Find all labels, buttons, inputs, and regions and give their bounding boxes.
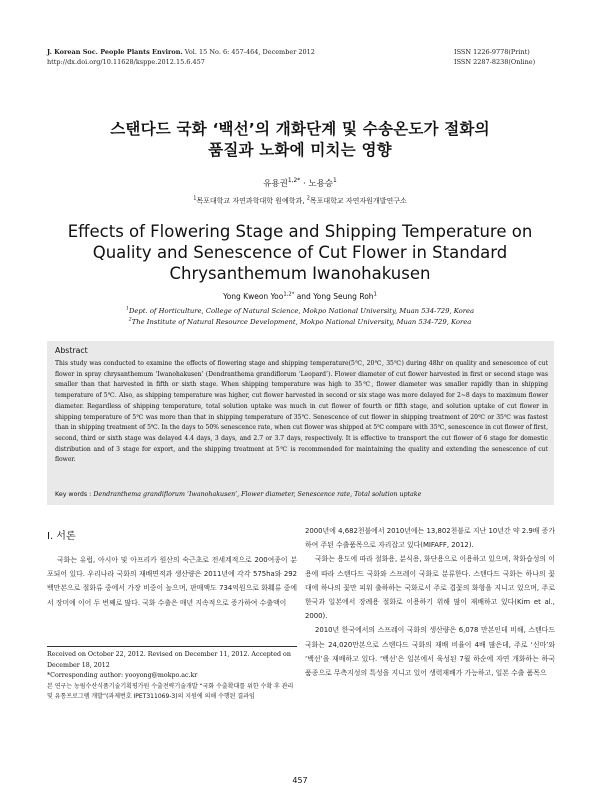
- affil-2-en-sup: 2: [128, 317, 132, 323]
- keywords: [55, 491, 548, 498]
- footnote-corresponding: *Corresponding author: yooyong@mokpo.ac.kr: [47, 672, 198, 679]
- intro-paragraph-2: 국화는 용도에 따라 절화용, 분식용, 화단용으로 이용하고 있으며, 착화습성의 이용에 따라 스탠다드 국화와 스프레이 국화로 분류한다. 스탠다드 국화는 하나의 꽃대에 하나의 꽃만 피워 출하하는 국화로서 주로 겹꽃의 화형을 지니고 있으며, 주로 한국과 일본에서 장례용 절화로 이용하기 위해 많이 재배하고 있다(Kim et al., 2000).: [305, 555, 555, 621]
- issn-online: ISSN 2287-8238(Online): [454, 58, 536, 66]
- intro-paragraph-1: 국화는 유럽, 아시아 및 아프리카 원산의 숙근초로 전세계적으로 200여종이 분포되어 있다. 우리나라 국화의 재배면적과 생산량은 2011년에 각각 575ha와 292백만본으로 절화류 중에서 가장 비중이 높으며, 판매액도 734억원으로 화훼류 중에서 장미에 이어 두 번째로 많다. 국화 수출은 매년 지속적으로 증가하여 수출액이: [47, 556, 297, 607]
- keywords-value: Dendranthema grandiflorum ‘Iwanohakusen’, Flower diameter, Senescence rate, Total solution uptake: [93, 491, 422, 498]
- author-1-en: Yong Kweon Yoo: [223, 292, 284, 301]
- english-title-line-3: Chrysanthemum Iwanohakusen: [169, 264, 431, 283]
- author-2-kr: 노용승: [308, 179, 334, 189]
- author-separator: ·: [300, 179, 309, 189]
- right-column: [305, 524, 555, 680]
- journal-volume: Vol. 15 No. 6: 457-464, December 2012: [184, 48, 315, 56]
- english-affiliation-1: [0, 306, 600, 317]
- section-heading-introduction: Ⅰ. 서론: [47, 531, 76, 542]
- author-2-en: Yong Seung Roh: [313, 292, 374, 301]
- affil-1-en-sup: 1: [125, 306, 129, 312]
- page-number: 457: [292, 776, 308, 785]
- footnote-received: Received on October 22, 2012. Revised on December 11, 2012. Accepted on December 18, 2012: [47, 651, 291, 669]
- affil-2-kr: 목포대학교 자연자원개발연구소: [309, 197, 407, 205]
- author-1-kr: 유용권: [263, 179, 288, 189]
- english-affiliation-2: [0, 317, 600, 328]
- journal-citation: [47, 48, 315, 57]
- affil-1-kr-sup: 1: [193, 195, 197, 202]
- abstract-heading: Abstract: [55, 346, 88, 355]
- korean-title-line-2: 품질과 노화에 미치는 영향: [208, 141, 392, 159]
- intro-paragraph-3: 2010년 한국에서의 스프레이 국화의 생산량은 6,078 만본인데 비해, 스탠다드 국화는 24,020만본으로 스탠다드 국화의 재배 비율이 4배 많은데, 주로 ‘신마’와 ‘백선’을 재배하고 있다. ‘백선’은 일본에서 육성된 7월 하순에 자연 개화하는 하국 품종으로 무측지성의 특성을 지니고 있어 생력재배가 가능하고, 일본 수출 품목으: [305, 626, 555, 678]
- korean-authors: [0, 177, 600, 189]
- affil-2-kr-sup: 2: [306, 195, 310, 202]
- english-title-line-2: Quality and Senescence of Cut Flower in Standard: [92, 243, 508, 262]
- korean-affiliations: [0, 196, 600, 206]
- author-1-kr-sup: 1,2*: [287, 177, 301, 185]
- issn-print: ISSN 1226-9778(Print): [454, 48, 530, 56]
- author-2-kr-sup: 1: [333, 177, 337, 185]
- footnote-divider: [47, 646, 297, 647]
- left-column: [47, 553, 297, 610]
- footnote-funding: 본 연구는 농림수산식품기술기획평가원 수출전략기술개발 “국화 수출확대를 위한 수확 후 관리 및 유통프로그램 개발”(과제번호 IPET311069-3)의 지원에 의해 수행된 결과임: [47, 682, 294, 700]
- intro-paragraph-1-cont: 2000년에 4,682천불에서 2010년에는 13,802천불로 지난 10년간 약 2.9배 증가하여 주된 수출품목으로 자리잡고 있다(MIFAFF, 2012).: [305, 527, 555, 550]
- keywords-label: Key words :: [55, 491, 94, 498]
- affil-1-en: Dept. of Horticulture, College of Natural Science, Mokpo National University, Muan 534-729, Korea: [128, 307, 475, 315]
- english-authors: [0, 292, 600, 301]
- abstract-text: This study was conducted to examine the effects of flowering stage and shipping temperature(5℃, 20℃, 35℃) during 48hr on quality and senescence of cut flower in spray chrysanthemum ‘Iwanohakusen’ (Dendranthema grandiflorum ‘Leopard’). Flower diameter of cut flower harvested in first or second stage was smaller than that harvested in fifth or sixth stage. When shipping temperature was high to 35℃, flower diameter was smaller rapidly than in shipping temperature of 5℃. Also, as shipping temperature was higher, cut flower harvested in second or six stage was more delayed for 2~8 days to maximum flower diameter. Regardless of shipping temperature, total solution uptake was much in cut flower of fourth or fifth stage, and solution uptake of cut flower in shipping temperature of 5℃ was more than that in shipping temperature of 35℃. Senescence of cut flower in shipping treatment of 20℃ or 35℃ was fastest than in shipping treatment of 5℃. In the days to 50% senescence rate, when cut flower was shipped at 5℃ compare with 35℃, senescence in cut flower of first, second, third or sixth stage was delayed 4.4 days, 3 days, and 2.7 or 3.7 days, respectively. It is effective to transport the cut flower of 6 stage for domestic distribution and of 3 stage for export, and the shipping treatment at 5℃ is recommended for maintaining the quality and extending the senescence of cut flower.: [55, 360, 548, 464]
- footnote: [47, 650, 297, 703]
- affil-2-en: The Institute of Natural Resource Development, Mokpo National University, Muan 534-729, Korea: [131, 318, 472, 326]
- journal-name: J. Korean Soc. People Plants Environ.: [47, 48, 183, 56]
- author-2-en-sup: 1: [373, 291, 377, 298]
- english-title-line-1: Effects of Flowering Stage and Shipping Temperature on: [67, 222, 533, 241]
- korean-title-line-1: 스탠다드 국화 ‘백선’의 개화단계 및 수송온도가 절화의: [110, 120, 490, 138]
- affil-1-kr: 목포대학교 자연과학대학 원예학과,: [196, 197, 307, 205]
- author-and: and: [294, 292, 314, 301]
- doi-link[interactable]: http://dx.doi.org/10.11628/ksppe.2012.15.6.457: [47, 58, 205, 66]
- author-1-en-sup: 1,2*: [283, 291, 295, 298]
